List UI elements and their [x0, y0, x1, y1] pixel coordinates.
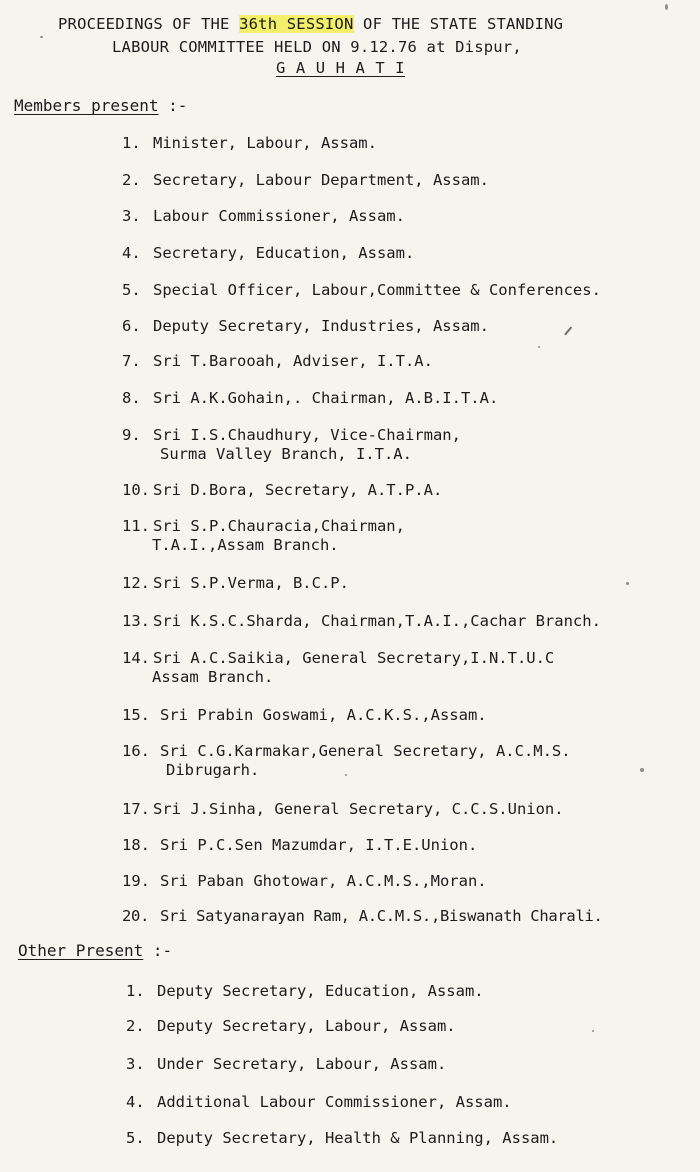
- member-item-number: 16.: [122, 742, 150, 760]
- member-item-number: 11.: [122, 517, 150, 535]
- scan-speck: [592, 1030, 594, 1032]
- member-item-text: Secretary, Labour Department, Assam.: [153, 171, 489, 189]
- member-item-text: Sri S.P.Chauracia,Chairman,: [153, 517, 405, 535]
- member-item-continuation: Surma Valley Branch, I.T.A.: [160, 445, 412, 463]
- member-item: [122, 800, 564, 819]
- other-heading-label: Other Present: [18, 941, 144, 960]
- member-item-text: Secretary, Education, Assam.: [153, 244, 415, 262]
- member-item-number: 10.: [122, 481, 150, 499]
- member-item-text: Sri S.P.Verma, B.C.P.: [153, 574, 349, 592]
- member-item-text: Sri Prabin Goswami, A.C.K.S.,Assam.: [160, 706, 487, 724]
- member-item-text: Sri Paban Ghotowar, A.C.M.S.,Moran.: [160, 872, 487, 890]
- member-item-text: Sri T.Barooah, Adviser, I.T.A.: [153, 352, 433, 370]
- other-item-number: 2.: [126, 1017, 145, 1035]
- member-item: [122, 907, 603, 926]
- other-present-heading: [18, 941, 172, 960]
- member-item-text: Sri C.G.Karmakar,General Secretary, A.C.M.S.: [160, 742, 571, 760]
- other-item: [126, 982, 484, 1001]
- other-item: [126, 1093, 512, 1112]
- member-item-text: Sri A.K.Gohain,. Chairman, A.B.I.T.A.: [153, 389, 499, 407]
- session-highlight: 36th SESSION: [239, 15, 354, 33]
- member-item-text: Deputy Secretary, Industries, Assam.: [153, 317, 489, 335]
- member-item-number: 9.: [122, 426, 141, 444]
- member-item-number: 20.: [122, 907, 150, 925]
- member-item: [122, 872, 487, 891]
- other-item-text: Additional Labour Commissioner, Assam.: [157, 1093, 512, 1111]
- member-item-number: 19.: [122, 872, 150, 890]
- other-item-text: Under Secretary, Labour, Assam.: [157, 1055, 447, 1073]
- member-item: [122, 426, 461, 464]
- other-item-number: 3.: [126, 1055, 145, 1073]
- scan-speck: [640, 768, 644, 772]
- member-item-number: 6.: [122, 317, 141, 335]
- members-present-heading: [14, 96, 187, 115]
- member-item-number: 13.: [122, 612, 150, 630]
- member-item-text: Sri D.Bora, Secretary, A.T.P.A.: [153, 481, 443, 499]
- member-item-text: Sri P.C.Sen Mazumdar, I.T.E.Union.: [160, 836, 478, 854]
- other-item-text: Deputy Secretary, Education, Assam.: [157, 982, 484, 1000]
- title-line-1-part-1: PROCEEDINGS OF THE: [58, 15, 240, 33]
- member-item-number: 4.: [122, 244, 141, 262]
- member-item-continuation: Dibrugarh.: [166, 761, 260, 779]
- scan-mark: [564, 326, 572, 335]
- other-item: [126, 1055, 446, 1074]
- member-item: [122, 171, 489, 190]
- title-line-2: LABOUR COMMITTEE HELD ON 9.12.76 at Dispur,: [112, 38, 522, 56]
- member-item: [122, 612, 601, 631]
- member-item: [122, 317, 489, 336]
- member-item-text: Sri J.Sinha, General Secretary, C.C.S.Union.: [153, 800, 564, 818]
- other-item: [126, 1017, 456, 1036]
- other-heading-suffix: :-: [143, 941, 173, 960]
- title-line-1: [58, 15, 563, 33]
- scan-speck: [40, 36, 43, 38]
- member-item-text: Sri K.S.C.Sharda, Chairman,T.A.I.,Cachar Branch.: [153, 612, 601, 630]
- member-item-text: Sri I.S.Chaudhury, Vice-Chairman,: [153, 426, 461, 444]
- title-line-3: G A U H A T I: [276, 59, 406, 77]
- other-item: [126, 1129, 558, 1148]
- other-item-number: 1.: [126, 982, 145, 1000]
- member-item-number: 2.: [122, 171, 141, 189]
- member-item-number: 8.: [122, 389, 141, 407]
- member-item: [122, 389, 498, 408]
- scan-speck: [626, 582, 629, 585]
- member-item: [122, 706, 487, 725]
- scan-speck: [665, 4, 668, 10]
- member-item: [122, 207, 405, 226]
- member-item-number: 18.: [122, 836, 150, 854]
- member-item-continuation: T.A.I.,Assam Branch.: [152, 536, 339, 554]
- member-item: [122, 574, 349, 593]
- member-item: [122, 134, 377, 153]
- member-item-number: 17.: [122, 800, 150, 818]
- members-heading-label: Members present: [14, 96, 159, 115]
- other-item-text: Deputy Secretary, Labour, Assam.: [157, 1017, 456, 1035]
- member-item: [122, 836, 477, 855]
- member-item: [122, 517, 405, 555]
- other-item-text: Deputy Secretary, Health & Planning, Assam.: [157, 1129, 559, 1147]
- member-item-text: Special Officer, Labour,Committee & Conferences.: [153, 281, 601, 299]
- other-item-number: 4.: [126, 1093, 145, 1111]
- member-item-number: 5.: [122, 281, 141, 299]
- member-item-number: 1.: [122, 134, 141, 152]
- member-item-continuation: Assam Branch.: [152, 668, 274, 686]
- member-item: [122, 244, 414, 263]
- member-item: [122, 281, 601, 300]
- member-item-number: 15.: [122, 706, 150, 724]
- member-item-number: 12.: [122, 574, 150, 592]
- other-item-number: 5.: [126, 1129, 145, 1147]
- members-heading-suffix: :-: [158, 96, 188, 115]
- member-item: [122, 481, 442, 500]
- member-item: [122, 352, 433, 371]
- member-item-number: 7.: [122, 352, 141, 370]
- member-item-number: 14.: [122, 649, 150, 667]
- member-item-text: Sri Satyanarayan Ram, A.C.M.S.,Biswanath Charali.: [160, 907, 603, 925]
- member-item-number: 3.: [122, 207, 141, 225]
- title-line-1-part-2: OF THE STATE STANDING: [353, 15, 564, 33]
- member-item-text: Minister, Labour, Assam.: [153, 134, 377, 152]
- scan-speck: [345, 774, 347, 776]
- member-item-text: Labour Commissioner, Assam.: [153, 207, 405, 225]
- scan-speck: [538, 346, 540, 348]
- member-item-text: Sri A.C.Saikia, General Secretary,I.N.T.U.C: [153, 649, 555, 667]
- member-item: [122, 649, 554, 687]
